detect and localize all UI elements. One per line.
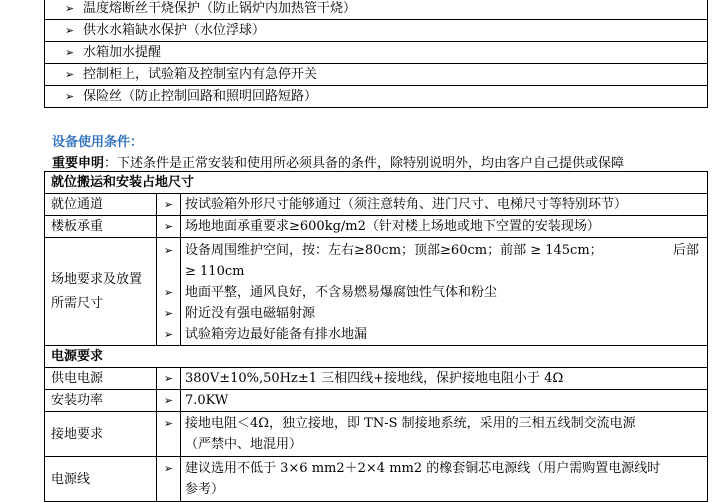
protection-item-text: 温度熔断丝干烧保护（防止锅炉内加热管干烧） (83, 0, 357, 16)
important-notice (52, 152, 624, 171)
row-value: 参考） (185, 482, 225, 497)
arrow-bullet-icon: ➢ (65, 89, 75, 103)
arrow-bullet-icon: ➢ (163, 417, 174, 430)
arrow-bullet-icon: ➢ (65, 23, 75, 37)
section-header-installation: 就位搬运和安装占地尺寸 (45, 172, 708, 194)
protection-item-text: 水箱加水提醒 (83, 44, 162, 60)
row-label: 场地要求及放置所需尺寸 (45, 238, 157, 346)
row-label: 电源线 (45, 457, 157, 502)
arrow-bullet-icon: ➢ (163, 372, 174, 385)
arrow-bullet-icon: ➢ (65, 67, 75, 81)
arrow-bullet-icon: ➢ (163, 307, 174, 320)
list-item (45, 20, 708, 42)
arrow-bullet-icon: ➢ (163, 394, 174, 407)
row-value: 设备周围维护空间，按：左右≥80cm；顶部≥60cm；前部 ≥ 145cm； (185, 243, 603, 258)
arrow-bullet-icon: ➢ (163, 328, 174, 341)
list-item (185, 240, 699, 261)
table-section-header (45, 172, 708, 194)
conditions-table (44, 171, 708, 502)
row-value: （严禁中、地混用） (185, 437, 303, 452)
list-item (45, 64, 708, 86)
list-item: 地面平整，通风良好，不含易燃易爆腐蚀性气体和粉尘 (185, 285, 498, 300)
row-label: 供电电源 (45, 368, 157, 390)
row-value: 后部 (672, 243, 699, 258)
row-value: 7.0KW (181, 390, 708, 412)
row-value: 接地电阻＜4Ω，独立接地，即 TN-S 制接地系统，采用的三相五线制交流电源 (185, 416, 636, 431)
arrow-bullet-icon: ➢ (163, 286, 174, 299)
arrow-bullet-icon: ➢ (65, 45, 75, 59)
protection-item-text: 控制柜上，试验箱及控制室内有急停开关 (83, 66, 318, 82)
list-item: 试验箱旁边最好能备有排水地漏 (185, 327, 368, 342)
table-row (45, 412, 708, 457)
row-value: 场地地面承重要求≥600kg/m2（针对楼上场地或地下空置的安装现场） (181, 216, 708, 238)
protection-item-text: 供水水箱缺水保护（水位浮球） (83, 22, 266, 38)
list-item (45, 86, 708, 108)
section-title: 设备使用条件： (52, 135, 144, 150)
row-value: 380V±10%,50Hz±1 三相四线+接地线，保护接地电阻小于 4Ω (181, 368, 708, 390)
table-row (45, 216, 708, 238)
list-item: 附近没有强电磁辐射源 (185, 306, 316, 321)
table-section-header (45, 346, 708, 368)
protection-list (44, 0, 708, 108)
notice-text: ：下述条件是正常安装和使用所必须具备的条件，除特别说明外，均由客户自己提供或保障 (104, 156, 625, 171)
table-row (45, 194, 708, 216)
table-row (45, 238, 708, 346)
section-header-power: 电源要求 (45, 346, 708, 368)
protection-item-text: 保险丝（防止控制回路和照明回路短路） (83, 88, 318, 104)
row-value: 建议选用不低于 3×6 mm2＋2×4 mm2 的橡套铜芯电源线（用户需购置电源线时 (185, 461, 661, 476)
arrow-bullet-icon: ➢ (163, 244, 174, 257)
arrow-bullet-icon: ➢ (163, 220, 174, 233)
arrow-bullet-icon: ➢ (65, 1, 75, 15)
notice-label: 重要申明 (52, 156, 105, 171)
arrow-bullet-icon: ➢ (163, 198, 174, 211)
table-row (45, 457, 708, 502)
table-row (45, 368, 708, 390)
row-label: 就位通道 (45, 194, 157, 216)
list-item: ≥ 110cm (185, 264, 245, 279)
row-value: 按试验箱外形尺寸能够通过（须注意转角、进门尺寸、电梯尺寸等特别环节） (181, 194, 708, 216)
arrow-bullet-icon: ➢ (163, 462, 174, 475)
list-item (45, 0, 708, 20)
row-label: 楼板承重 (45, 216, 157, 238)
row-label: 接地要求 (45, 412, 157, 457)
row-label: 安装功率 (45, 390, 157, 412)
table-row (45, 390, 708, 412)
list-item (45, 42, 708, 64)
